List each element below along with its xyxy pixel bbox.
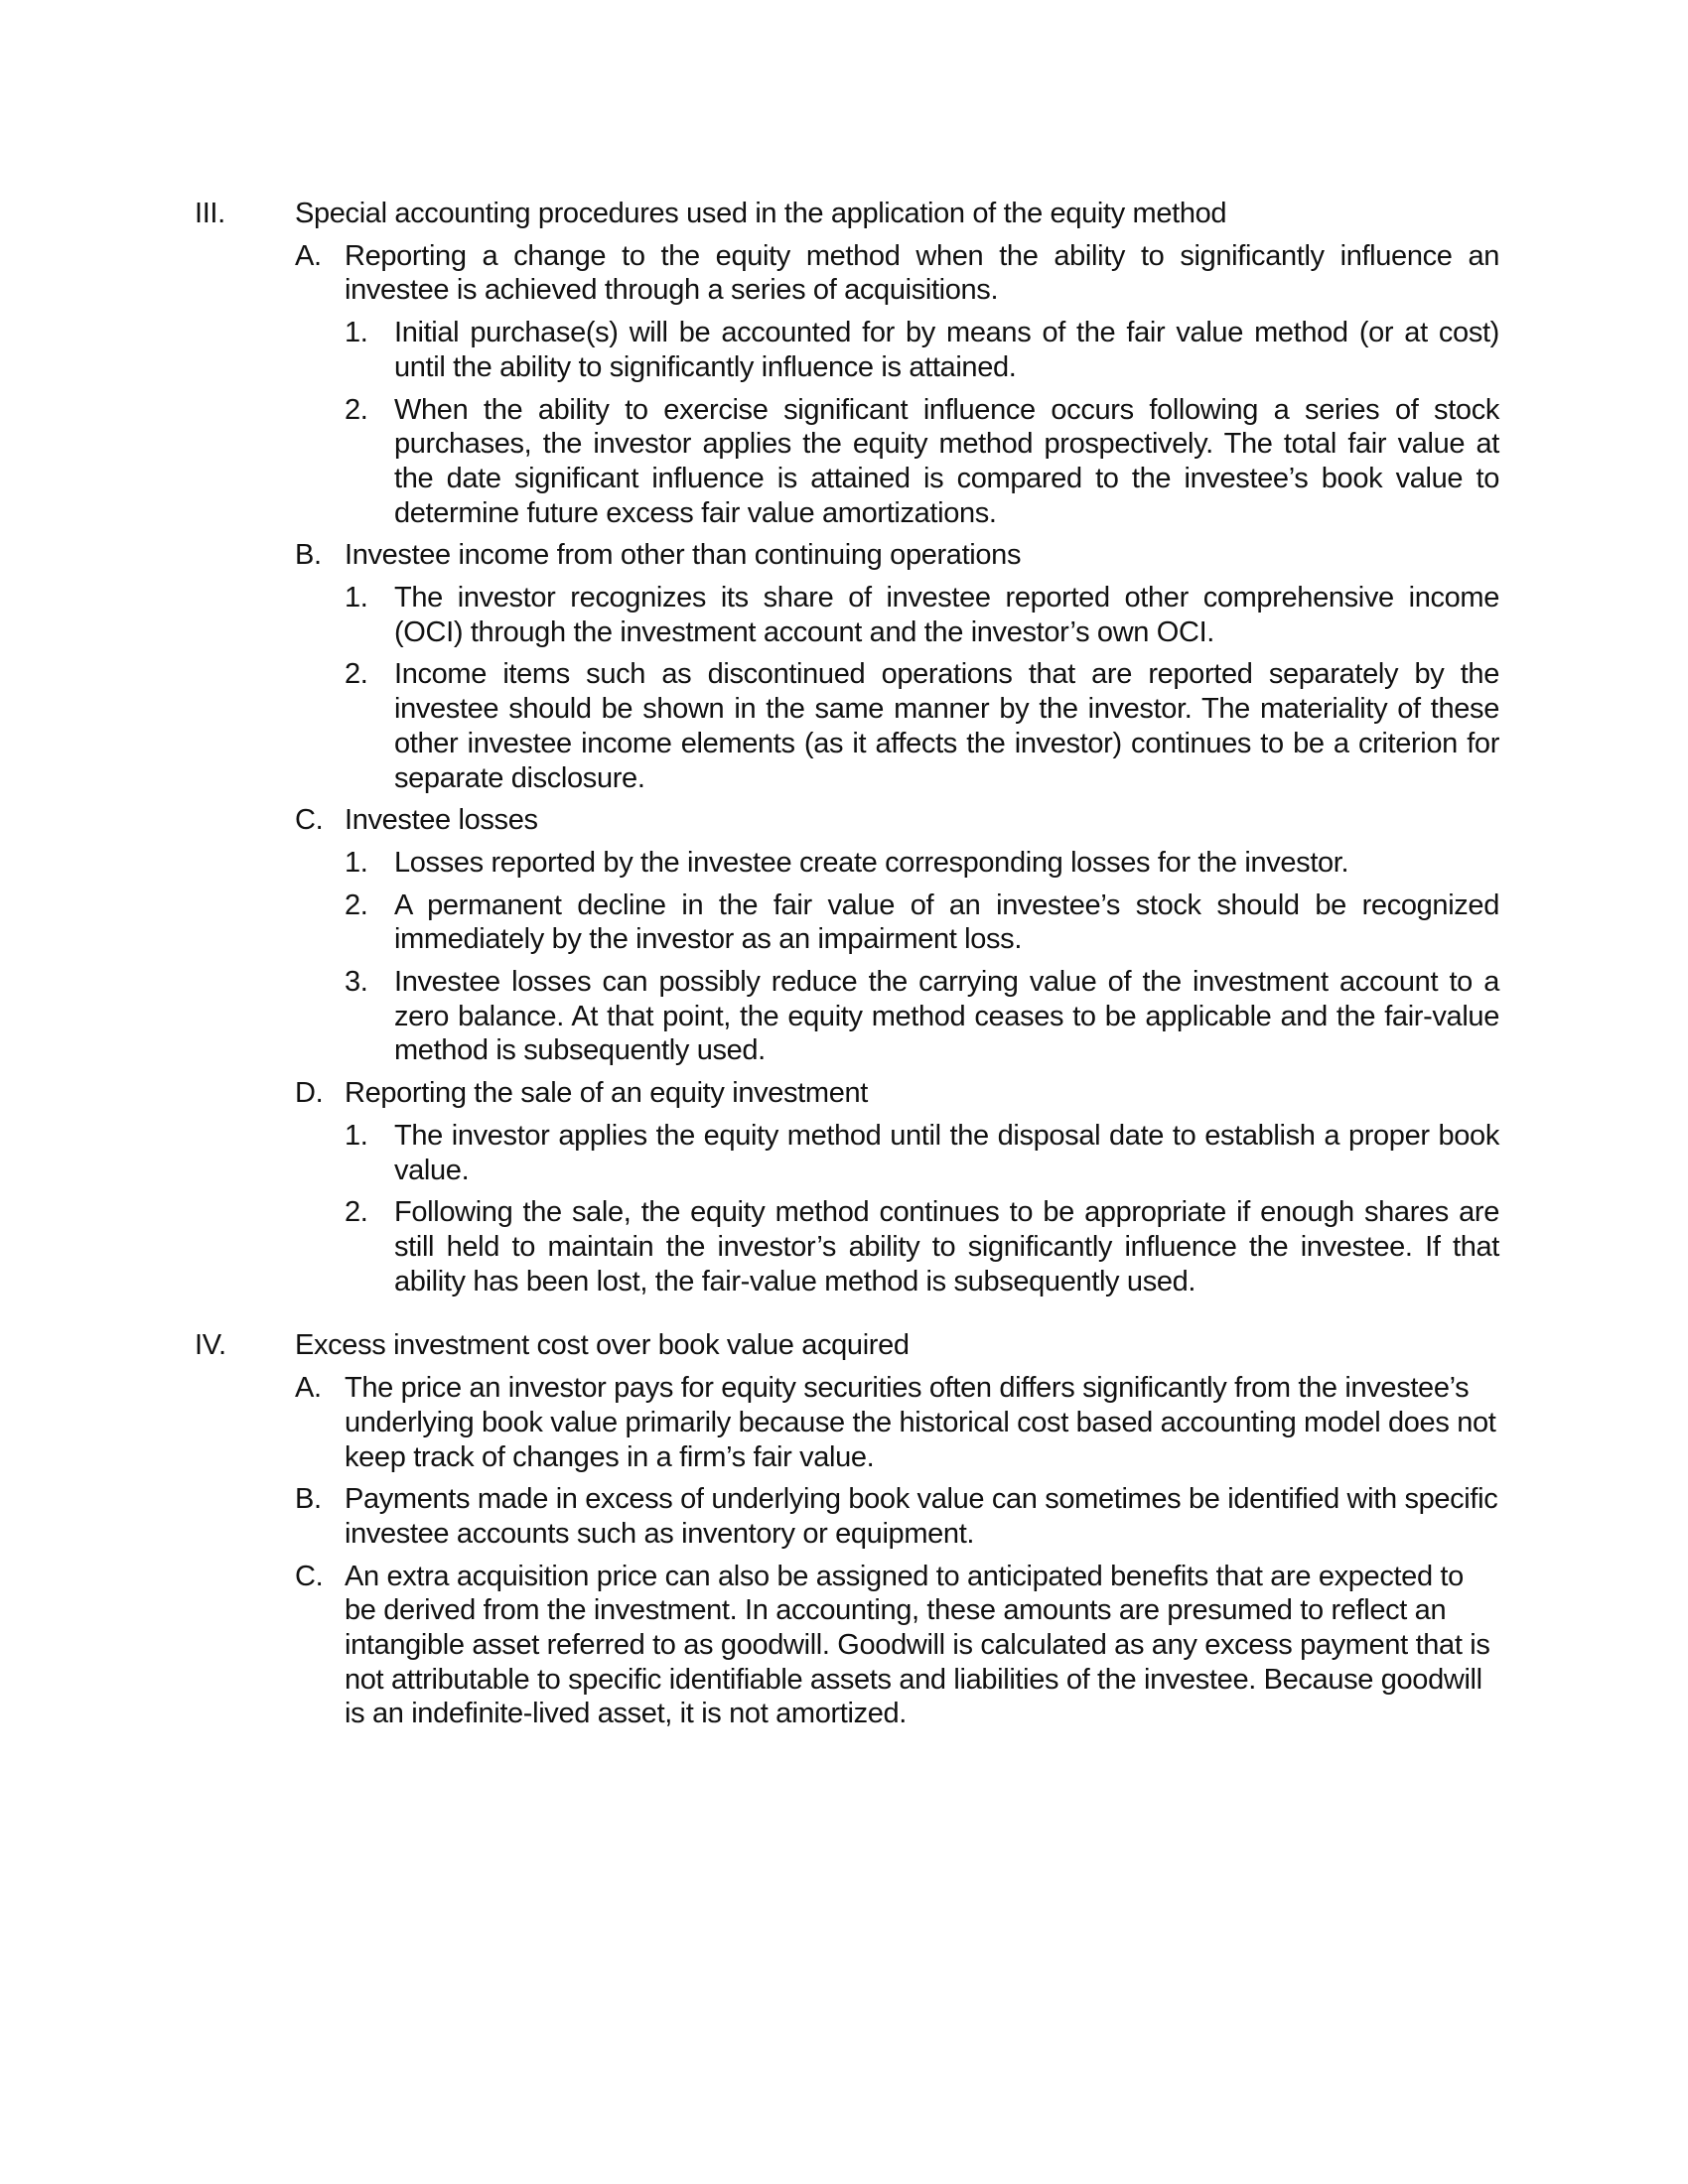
- subitem-text: Following the sale, the equity method continues to be appropriate if enough shares are still held to maintain the investor’s ability to significantly influence the investee. If that ability has been lost, the fair-value method is subsequently used.: [394, 1196, 1499, 1297]
- item-label: C.: [295, 804, 324, 837]
- subitem-text: A permanent decline in the fair value of an investee’s stock should be recognized immediately by the investor as an impairment loss.: [394, 888, 1499, 956]
- subitem: [345, 316, 1499, 384]
- outline-item-b: [295, 538, 1499, 795]
- outline-item-c: [295, 803, 1499, 1068]
- subitem-text: When the ability to exercise significant influence occurs following a series of stock purchases, the investor applies the equity method prospectively. The total fair value at the date significant influence is attained is compared to the investee’s book value to determine future excess fair value amortizations.: [394, 393, 1499, 529]
- subitem: [345, 657, 1499, 795]
- item-text: Investee losses: [345, 804, 538, 837]
- item-label: C.: [295, 1560, 324, 1592]
- item-text: Reporting a change to the equity method when the ability to significantly influence an investee is achieved through a series of acquisitions.: [345, 239, 1499, 307]
- subitem-label: 1.: [345, 582, 368, 614]
- item-text: An extra acquisition price can also be assigned to anticipated benefits that are expected to be derived from the investment. In accounting, these amounts are presumed to reflect an intangible asset referred to as goodwill. Goodwill is calculated as any excess payment that is not attributable to specific identifiable assets and liabilities of the investee. Because goodwill is an indefinite-lived asset, it is not amortized.: [345, 1560, 1490, 1730]
- subitem: [345, 846, 1499, 881]
- item-label: A.: [295, 1372, 322, 1405]
- document-page: [0, 197, 1688, 1731]
- item-text: The price an investor pays for equity securities often differs significantly from the investee’s underlying book value primarily because the historical cost based accounting model does not keep track of changes in a firm’s fair value.: [345, 1372, 1496, 1473]
- subitem-label: 1.: [345, 846, 368, 879]
- subitem-text: Losses reported by the investee create corresponding losses for the investor.: [394, 846, 1349, 879]
- item-label: B.: [295, 539, 322, 572]
- section-numeral: III.: [195, 198, 225, 229]
- item-label: D.: [295, 1077, 324, 1110]
- subitem-text: Income items such as discontinued operations that are reported separately by the investee should be shown in the same manner by the investor. The materiality of these other investee income elements (as it affects the investor) continues to be a criterion for separate disclosure.: [394, 658, 1499, 794]
- item-text: Investee income from other than continuing operations: [345, 539, 1022, 572]
- subitem: [345, 888, 1499, 957]
- subitem: [345, 1195, 1499, 1298]
- outline-item-a: [295, 1371, 1499, 1474]
- subitem-label: 2.: [345, 1196, 368, 1229]
- subitem-label: 1.: [345, 1119, 368, 1152]
- item-label: A.: [295, 239, 322, 272]
- subitem-label: 2.: [345, 658, 368, 691]
- subitem-label: 2.: [345, 393, 368, 426]
- outline-item-a: [295, 239, 1499, 531]
- outline-item-d: [295, 1076, 1499, 1298]
- outline-item-b: [295, 1482, 1499, 1551]
- subitem-label: 2.: [345, 888, 368, 921]
- subitem: [345, 1119, 1499, 1187]
- item-text: Payments made in excess of underlying book value can sometimes be identified with specific investee accounts such as inventory or equipment.: [345, 1483, 1498, 1550]
- subitem: [345, 965, 1499, 1068]
- item-label: B.: [295, 1483, 322, 1516]
- section-numeral: IV.: [195, 1329, 226, 1362]
- subitem-text: The investor applies the equity method until the disposal date to establish a proper book value.: [394, 1119, 1499, 1186]
- subitem: [345, 581, 1499, 649]
- section-heading: Excess investment cost over book value acquired: [295, 1329, 910, 1362]
- item-text: Reporting the sale of an equity investment: [345, 1077, 868, 1110]
- subitem-label: 1.: [345, 317, 368, 349]
- section-heading: Special accounting procedures used in the application of the equity method: [295, 198, 1227, 229]
- subitem-label: 3.: [345, 966, 368, 999]
- section-iv: [0, 1328, 1499, 1731]
- subitem-text: Investee losses can possibly reduce the carrying value of the investment account to a zero balance. At that point, the equity method ceases to be applicable and the fair-value method is subsequently used.: [394, 966, 1499, 1067]
- outline-item-c: [295, 1560, 1499, 1732]
- section-iii: [0, 197, 1499, 1298]
- subitem-text: Initial purchase(s) will be accounted for by means of the fair value method (or at cost) until the ability to significantly influence is attained.: [394, 317, 1499, 383]
- subitem: [345, 393, 1499, 531]
- subitem-text: The investor recognizes its share of investee reported other comprehensive income (OCI) through the investment account and the investor’s own OCI.: [394, 582, 1499, 648]
